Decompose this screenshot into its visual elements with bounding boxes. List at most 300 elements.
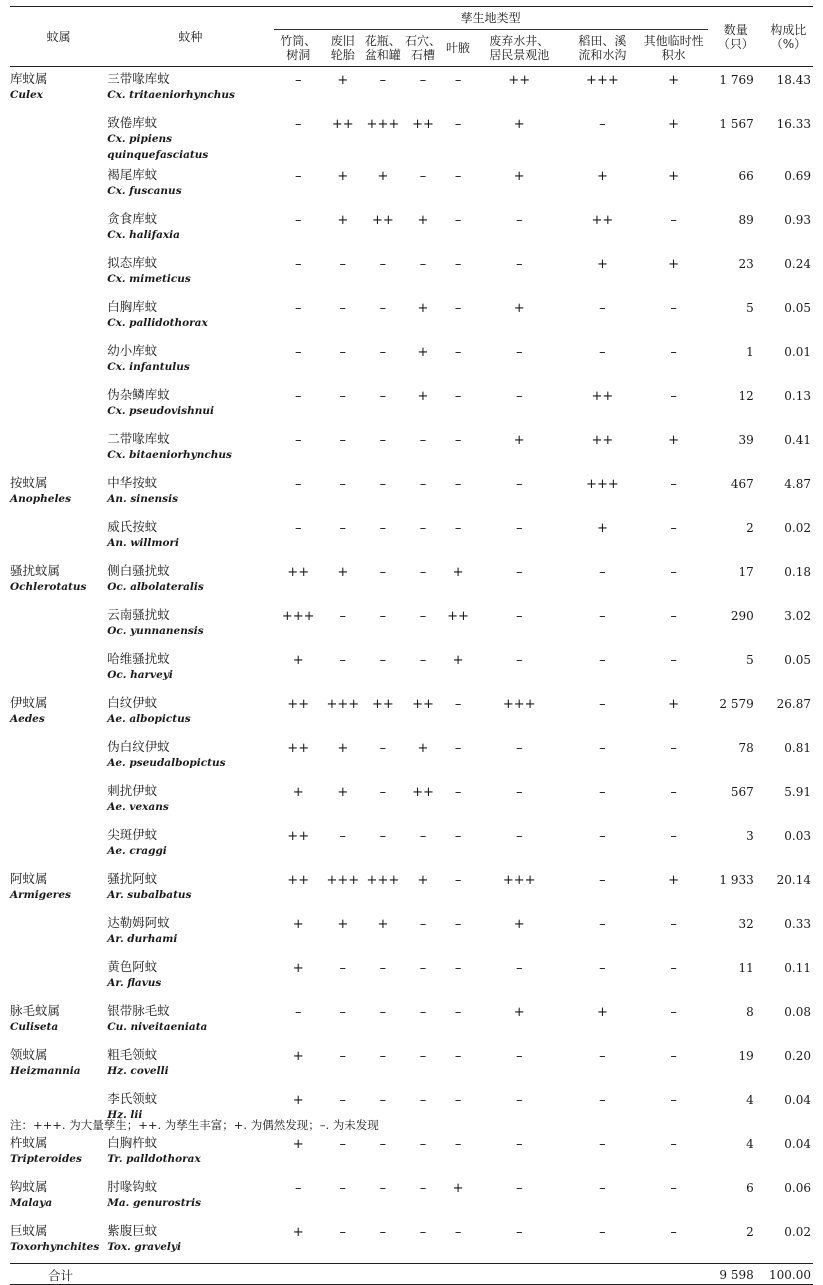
species-name-cn: 褐尾库蚊 bbox=[107, 167, 158, 182]
habitat-abundance-cell: – bbox=[419, 477, 427, 492]
species-name-cn: 拟态库蚊 bbox=[107, 255, 158, 270]
species-cell bbox=[107, 163, 273, 207]
count-cell: 2 bbox=[746, 521, 754, 535]
habitat-abundance-cell: + bbox=[668, 117, 680, 132]
table-body bbox=[10, 67, 813, 1264]
header-habitat-line2: 树洞 bbox=[286, 48, 311, 62]
ratio-cell: 4.87 bbox=[784, 477, 811, 491]
habitat-abundance-cell: ++ bbox=[447, 609, 469, 624]
habitat-abundance-cell: + bbox=[668, 73, 680, 88]
habitat-abundance-cell: – bbox=[515, 521, 523, 536]
table-row bbox=[10, 603, 813, 647]
count-cell: 2 bbox=[746, 1225, 754, 1239]
habitat-abundance-cell: – bbox=[515, 829, 523, 844]
habitat-abundance-cell: – bbox=[515, 1181, 523, 1196]
genus-name-cn: 钩蚊属 bbox=[10, 1179, 48, 1194]
count-cell: 66 bbox=[738, 169, 754, 183]
habitat-abundance-cell: + bbox=[596, 521, 608, 536]
habitat-abundance-cell: – bbox=[379, 1137, 387, 1152]
habitat-abundance-cell: + bbox=[596, 1005, 608, 1020]
habitat-abundance-cell: – bbox=[515, 961, 523, 976]
count-cell: 23 bbox=[738, 257, 754, 271]
habitat-abundance-cell: – bbox=[294, 169, 302, 184]
habitat-abundance-cell: + bbox=[377, 169, 389, 184]
genus-name-latin: Culex bbox=[10, 89, 43, 101]
species-name-cn: 伪白纹伊蚊 bbox=[107, 739, 170, 754]
habitat-abundance-cell: ++ bbox=[331, 117, 354, 132]
habitat-abundance-cell: ++ bbox=[591, 213, 614, 228]
habitat-abundance-cell: – bbox=[419, 653, 427, 668]
count-cell: 1 bbox=[746, 345, 754, 359]
header-habitat-group: 孳生地类型 bbox=[274, 7, 708, 30]
species-cell bbox=[107, 779, 273, 823]
genus-cell bbox=[10, 647, 107, 691]
count-cell: 4 bbox=[746, 1093, 754, 1107]
habitat-abundance-cell: – bbox=[670, 961, 677, 976]
header-habitat-line1: 竹筒、 bbox=[280, 34, 317, 48]
species-name-cn: 中华按蚊 bbox=[107, 475, 158, 490]
habitat-abundance-cell: – bbox=[515, 1049, 523, 1064]
genus-name-latin: Culiseta bbox=[10, 1021, 59, 1033]
habitat-abundance-cell: – bbox=[515, 1137, 523, 1152]
habitat-abundance-cell: – bbox=[379, 609, 387, 624]
habitat-abundance-cell: – bbox=[670, 301, 677, 316]
species-cell bbox=[107, 295, 273, 339]
habitat-abundance-cell: – bbox=[379, 1049, 387, 1064]
habitat-abundance-cell: + bbox=[292, 1093, 304, 1108]
genus-name-latin: Armigeres bbox=[10, 889, 71, 901]
habitat-abundance-cell: ++ bbox=[591, 389, 614, 404]
species-name-cn: 哈维骚扰蚊 bbox=[107, 651, 170, 666]
species-name-latin: An. sinensis bbox=[107, 493, 178, 505]
total-empty bbox=[274, 1264, 708, 1285]
header-habitat-line1: 叶腋 bbox=[446, 41, 471, 55]
habitat-abundance-cell: + bbox=[337, 917, 349, 932]
table-row bbox=[10, 867, 813, 911]
table-row bbox=[10, 559, 813, 603]
habitat-abundance-cell: + bbox=[417, 741, 429, 756]
habitat-abundance-cell: – bbox=[599, 917, 606, 932]
habitat-abundance-cell: + bbox=[513, 169, 525, 184]
table-row bbox=[10, 999, 813, 1043]
habitat-abundance-cell: – bbox=[379, 73, 387, 88]
table-row bbox=[10, 515, 813, 559]
habitat-abundance-cell: – bbox=[294, 433, 302, 448]
habitat-abundance-cell: – bbox=[454, 697, 462, 712]
habitat-abundance-cell: – bbox=[599, 961, 606, 976]
habitat-abundance-cell: + bbox=[337, 73, 349, 88]
ratio-cell: 0.02 bbox=[784, 1225, 811, 1239]
genus-cell bbox=[10, 295, 107, 339]
header-count-line2: （只） bbox=[717, 36, 754, 51]
table-row bbox=[10, 1219, 813, 1264]
count-cell: 19 bbox=[738, 1049, 754, 1063]
habitat-abundance-cell: – bbox=[419, 829, 427, 844]
ratio-cell: 0.06 bbox=[784, 1181, 811, 1195]
habitat-abundance-cell: – bbox=[419, 1225, 427, 1240]
habitat-abundance-cell: + bbox=[337, 169, 349, 184]
ratio-cell: 0.01 bbox=[784, 345, 811, 359]
genus-cell bbox=[10, 427, 107, 471]
habitat-abundance-cell: – bbox=[379, 653, 387, 668]
species-name-latin: Ae. craggi bbox=[107, 845, 167, 857]
habitat-abundance-cell: – bbox=[454, 73, 462, 88]
habitat-abundance-cell: – bbox=[599, 1181, 606, 1196]
ratio-cell: 0.04 bbox=[784, 1093, 811, 1107]
genus-name-latin: Malaya bbox=[10, 1197, 53, 1209]
habitat-abundance-cell: + bbox=[417, 345, 429, 360]
habitat-abundance-cell: – bbox=[419, 257, 427, 272]
table-row bbox=[10, 427, 813, 471]
habitat-abundance-cell: – bbox=[599, 565, 606, 580]
habitat-abundance-cell: – bbox=[454, 213, 462, 228]
habitat-abundance-cell: – bbox=[339, 389, 347, 404]
header-habitat-6 bbox=[565, 30, 639, 67]
habitat-abundance-cell: – bbox=[419, 521, 427, 536]
habitat-abundance-cell: + bbox=[417, 389, 429, 404]
habitat-abundance-cell: – bbox=[670, 389, 677, 404]
habitat-abundance-cell: – bbox=[670, 345, 677, 360]
header-habitat-line2: 流和水沟 bbox=[578, 48, 627, 62]
habitat-abundance-cell: – bbox=[670, 1225, 677, 1240]
habitat-abundance-cell: – bbox=[294, 477, 302, 492]
habitat-abundance-cell: ++ bbox=[371, 697, 394, 712]
species-cell bbox=[107, 911, 273, 955]
species-cell bbox=[107, 691, 273, 735]
header-count bbox=[708, 7, 764, 67]
header-habitat-line1: 石穴、 bbox=[404, 34, 441, 48]
habitat-abundance-cell: +++ bbox=[586, 73, 619, 88]
habitat-abundance-cell: – bbox=[454, 1137, 462, 1152]
count-cell: 39 bbox=[738, 433, 754, 447]
genus-cell bbox=[10, 163, 107, 207]
ratio-cell: 0.05 bbox=[784, 301, 811, 315]
genus-cell bbox=[10, 515, 107, 559]
header-habitat-4 bbox=[443, 30, 473, 67]
header-habitat-line2: 积水 bbox=[661, 48, 686, 62]
habitat-abundance-cell: – bbox=[379, 565, 387, 580]
habitat-abundance-cell: – bbox=[379, 1093, 387, 1108]
habitat-abundance-cell: +++ bbox=[366, 873, 400, 888]
count-cell: 290 bbox=[730, 609, 754, 623]
total-label: 合计 bbox=[10, 1264, 274, 1285]
habitat-abundance-cell: – bbox=[670, 741, 677, 756]
species-name-cn: 幼小库蚊 bbox=[107, 343, 158, 358]
species-name-latin: Ae. pseudalbopictus bbox=[107, 757, 226, 769]
habitat-abundance-cell: – bbox=[419, 1137, 427, 1152]
habitat-abundance-cell: + bbox=[668, 169, 680, 184]
ratio-cell: 26.87 bbox=[776, 697, 811, 711]
genus-cell bbox=[10, 691, 107, 735]
table-row bbox=[10, 1175, 813, 1219]
species-name-latin: Tox. gravelyi bbox=[107, 1241, 181, 1253]
habitat-abundance-cell: – bbox=[599, 1093, 606, 1108]
species-name-latin: Ma. genurostris bbox=[107, 1197, 201, 1209]
habitat-abundance-cell: – bbox=[419, 917, 427, 932]
genus-cell bbox=[10, 955, 107, 999]
genus-cell bbox=[10, 1131, 107, 1175]
count-cell: 5 bbox=[746, 301, 754, 315]
habitat-abundance-cell: – bbox=[454, 741, 462, 756]
habitat-abundance-cell: + bbox=[292, 785, 304, 800]
genus-cell bbox=[10, 999, 107, 1043]
habitat-abundance-cell: + bbox=[513, 117, 525, 132]
species-cell bbox=[107, 735, 273, 779]
habitat-abundance-cell: – bbox=[339, 1137, 347, 1152]
species-cell bbox=[107, 67, 273, 112]
genus-name-latin: Anopheles bbox=[10, 493, 72, 505]
habitat-abundance-cell: – bbox=[339, 433, 347, 448]
habitat-abundance-cell: ++ bbox=[287, 873, 310, 888]
habitat-abundance-cell: – bbox=[419, 433, 427, 448]
habitat-abundance-cell: ++ bbox=[371, 213, 394, 228]
habitat-abundance-cell: + bbox=[668, 873, 680, 888]
genus-name-latin: Heizmannia bbox=[10, 1065, 81, 1077]
species-name-latin: Tr. palldothorax bbox=[107, 1153, 201, 1165]
habitat-abundance-cell: – bbox=[670, 653, 677, 668]
habitat-abundance-cell: – bbox=[454, 785, 462, 800]
habitat-abundance-cell: – bbox=[339, 653, 347, 668]
habitat-abundance-cell: – bbox=[294, 521, 302, 536]
habitat-abundance-cell: – bbox=[339, 301, 347, 316]
habitat-abundance-cell: – bbox=[294, 345, 302, 360]
ratio-cell: 0.02 bbox=[784, 521, 811, 535]
genus-cell bbox=[10, 67, 107, 112]
table-row bbox=[10, 823, 813, 867]
habitat-abundance-cell: – bbox=[419, 565, 427, 580]
species-cell bbox=[107, 867, 273, 911]
species-name-cn: 二带喙库蚊 bbox=[107, 431, 170, 446]
genus-cell bbox=[10, 823, 107, 867]
ratio-cell: 0.08 bbox=[784, 1005, 811, 1019]
species-name-cn: 银带脉毛蚊 bbox=[107, 1003, 170, 1018]
habitat-abundance-cell: + bbox=[417, 213, 429, 228]
header-habitat-7 bbox=[639, 30, 707, 67]
habitat-abundance-cell: – bbox=[599, 653, 606, 668]
header-habitat-line1: 废旧 bbox=[330, 34, 355, 48]
habitat-abundance-cell: – bbox=[454, 477, 462, 492]
header-habitat-line2: 石槽 bbox=[410, 48, 435, 62]
habitat-abundance-cell: +++ bbox=[366, 117, 400, 132]
habitat-abundance-cell: – bbox=[670, 521, 677, 536]
genus-name-cn: 杵蚊属 bbox=[10, 1135, 48, 1150]
habitat-abundance-cell: – bbox=[379, 1005, 387, 1020]
ratio-cell: 0.81 bbox=[784, 741, 811, 755]
habitat-abundance-cell: – bbox=[599, 697, 606, 712]
habitat-abundance-cell: – bbox=[515, 389, 523, 404]
species-name-cn: 李氏领蚊 bbox=[107, 1091, 158, 1106]
ratio-cell: 0.41 bbox=[784, 433, 811, 447]
table-row bbox=[10, 67, 813, 112]
species-name-latin: Oc. albolateralis bbox=[107, 581, 204, 593]
genus-cell bbox=[10, 251, 107, 295]
habitat-abundance-cell: +++ bbox=[326, 873, 360, 888]
habitat-abundance-cell: – bbox=[454, 345, 462, 360]
genus-cell bbox=[10, 559, 107, 603]
habitat-abundance-cell: + bbox=[668, 697, 680, 712]
habitat-abundance-cell: + bbox=[513, 1005, 525, 1020]
genus-cell bbox=[10, 779, 107, 823]
species-cell bbox=[107, 1219, 273, 1264]
species-name-latin: Ae. vexans bbox=[107, 801, 169, 813]
habitat-abundance-cell: – bbox=[339, 961, 347, 976]
habitat-abundance-cell: + bbox=[417, 301, 429, 316]
genus-cell bbox=[10, 383, 107, 427]
habitat-abundance-cell: – bbox=[454, 1049, 462, 1064]
table-row bbox=[10, 163, 813, 207]
habitat-abundance-cell: – bbox=[454, 961, 462, 976]
habitat-abundance-cell: + bbox=[292, 917, 304, 932]
habitat-abundance-cell: ++ bbox=[412, 785, 434, 800]
count-cell: 8 bbox=[746, 1005, 754, 1019]
habitat-abundance-cell: – bbox=[379, 521, 387, 536]
habitat-abundance-cell: +++ bbox=[502, 873, 536, 888]
genus-name-cn: 脉毛蚊属 bbox=[10, 1003, 61, 1018]
habitat-abundance-cell: – bbox=[670, 1005, 677, 1020]
header-habitat-1 bbox=[323, 30, 363, 67]
habitat-abundance-cell: – bbox=[515, 785, 523, 800]
species-name-cn: 伪杂鳞库蚊 bbox=[107, 387, 170, 402]
habitat-abundance-cell: – bbox=[599, 1049, 606, 1064]
habitat-abundance-cell: – bbox=[379, 1181, 387, 1196]
habitat-abundance-cell: – bbox=[599, 741, 606, 756]
habitat-abundance-cell: – bbox=[339, 1049, 347, 1064]
mosquito-habitat-table-container bbox=[10, 6, 813, 1285]
habitat-abundance-cell: – bbox=[454, 1225, 462, 1240]
habitat-abundance-cell: + bbox=[513, 917, 525, 932]
header-species: 蚊种 bbox=[178, 29, 203, 44]
habitat-abundance-cell: – bbox=[294, 389, 302, 404]
habitat-abundance-cell: + bbox=[596, 169, 608, 184]
habitat-abundance-cell: – bbox=[339, 1005, 347, 1020]
header-habitat-line2: 居民景观池 bbox=[489, 48, 550, 62]
header-habitat-line1: 废弃水井、 bbox=[489, 34, 550, 48]
habitat-abundance-cell: – bbox=[294, 73, 302, 88]
species-cell bbox=[107, 111, 273, 163]
habitat-abundance-cell: – bbox=[454, 917, 462, 932]
species-name-latin: Cx. infantulus bbox=[107, 361, 190, 373]
habitat-abundance-cell: – bbox=[515, 1093, 523, 1108]
habitat-abundance-cell: + bbox=[292, 653, 304, 668]
ratio-cell: 5.91 bbox=[784, 785, 811, 799]
habitat-abundance-cell: – bbox=[670, 1049, 677, 1064]
species-name-latin: Ar. subalbatus bbox=[107, 889, 192, 901]
table-row bbox=[10, 647, 813, 691]
species-cell bbox=[107, 1131, 273, 1175]
genus-cell bbox=[10, 1043, 107, 1087]
species-cell bbox=[107, 603, 273, 647]
species-cell bbox=[107, 1175, 273, 1219]
species-cell bbox=[107, 1043, 273, 1087]
habitat-abundance-cell: – bbox=[379, 829, 387, 844]
habitat-abundance-cell: – bbox=[454, 829, 462, 844]
habitat-abundance-cell: – bbox=[454, 1093, 462, 1108]
species-name-latin: Cx. pallidothorax bbox=[107, 317, 208, 329]
count-cell: 89 bbox=[738, 213, 754, 227]
table-row bbox=[10, 471, 813, 515]
header-count-line1: 数量 bbox=[723, 22, 748, 37]
habitat-abundance-cell: – bbox=[379, 389, 387, 404]
habitat-abundance-cell: – bbox=[670, 565, 677, 580]
genus-name-cn: 伊蚊属 bbox=[10, 695, 48, 710]
count-cell: 3 bbox=[746, 829, 754, 843]
species-cell bbox=[107, 471, 273, 515]
habitat-abundance-cell: +++ bbox=[281, 609, 315, 624]
table-row bbox=[10, 1131, 813, 1175]
habitat-abundance-cell: – bbox=[294, 1005, 302, 1020]
ratio-cell: 0.11 bbox=[784, 961, 811, 975]
table-row bbox=[10, 383, 813, 427]
count-cell: 5 bbox=[746, 653, 754, 667]
habitat-abundance-cell: – bbox=[419, 73, 427, 88]
species-name-cn: 骚扰阿蚊 bbox=[107, 871, 158, 886]
genus-name-cn: 按蚊属 bbox=[10, 475, 48, 490]
habitat-abundance-cell: ++ bbox=[412, 697, 434, 712]
total-count: 9 598 bbox=[708, 1264, 764, 1285]
species-name-latin: Hz. covelli bbox=[107, 1065, 169, 1077]
species-name-latin: Cx. halifaxia bbox=[107, 229, 180, 241]
habitat-abundance-cell: – bbox=[515, 609, 523, 624]
habitat-abundance-cell: – bbox=[599, 301, 606, 316]
species-cell bbox=[107, 251, 273, 295]
species-name-cn: 白胸库蚊 bbox=[107, 299, 158, 314]
habitat-abundance-cell: – bbox=[339, 345, 347, 360]
header-ratio bbox=[764, 7, 813, 67]
habitat-abundance-cell: + bbox=[513, 433, 525, 448]
habitat-abundance-cell: – bbox=[339, 1225, 347, 1240]
species-name-cn: 侧白骚扰蚊 bbox=[107, 563, 170, 578]
header-ratio-line1: 构成比 bbox=[770, 22, 807, 37]
species-name-cn: 贪食库蚊 bbox=[107, 211, 158, 226]
habitat-abundance-cell: – bbox=[454, 433, 462, 448]
count-cell: 12 bbox=[738, 389, 754, 403]
genus-name-latin: Ochlerotatus bbox=[10, 581, 87, 593]
species-name-latin: Cx. fuscanus bbox=[107, 185, 182, 197]
habitat-abundance-cell: ++ bbox=[591, 433, 614, 448]
species-cell bbox=[107, 383, 273, 427]
header-habitat-3 bbox=[403, 30, 443, 67]
habitat-abundance-cell: – bbox=[419, 1093, 427, 1108]
habitat-abundance-cell: + bbox=[417, 873, 429, 888]
species-name-cn: 粗毛领蚊 bbox=[107, 1047, 158, 1062]
ratio-cell: 18.43 bbox=[776, 73, 811, 87]
habitat-abundance-cell: ++ bbox=[287, 829, 310, 844]
habitat-abundance-cell: ++ bbox=[412, 117, 434, 132]
genus-name-cn: 巨蚊属 bbox=[10, 1223, 48, 1238]
species-name-latin: Ar. flavus bbox=[107, 977, 162, 989]
count-cell: 11 bbox=[738, 961, 754, 975]
habitat-abundance-cell: – bbox=[419, 169, 427, 184]
species-name-latin: Cx. mimeticus bbox=[107, 273, 191, 285]
habitat-abundance-cell: – bbox=[339, 1093, 347, 1108]
habitat-abundance-cell: – bbox=[515, 345, 523, 360]
header-habitat-0 bbox=[274, 30, 323, 67]
habitat-abundance-cell: + bbox=[452, 565, 464, 580]
genus-cell bbox=[10, 603, 107, 647]
header-genus: 蚊属 bbox=[46, 29, 71, 44]
species-cell bbox=[107, 427, 273, 471]
ratio-cell: 16.33 bbox=[776, 117, 811, 131]
habitat-abundance-cell: – bbox=[419, 1049, 427, 1064]
species-cell bbox=[107, 823, 273, 867]
species-name-latin: Cx. pipiens quinquefasciatus bbox=[107, 133, 209, 161]
habitat-abundance-cell: – bbox=[515, 653, 523, 668]
header-habitat-line1: 稻田、溪 bbox=[578, 34, 627, 48]
ratio-cell: 0.13 bbox=[784, 389, 811, 403]
species-name-cn: 肘喙钩蚊 bbox=[107, 1179, 158, 1194]
header-habitat-line1: 花瓶、 bbox=[364, 34, 401, 48]
genus-name-cn: 库蚊属 bbox=[10, 71, 48, 86]
